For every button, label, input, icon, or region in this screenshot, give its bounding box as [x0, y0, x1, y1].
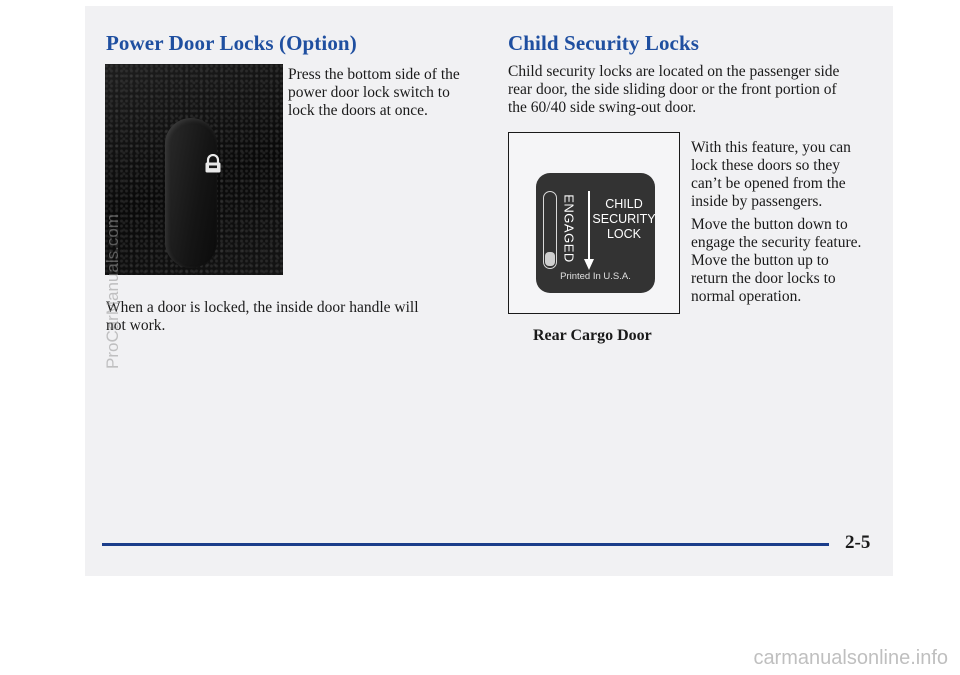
padlock-icon [204, 154, 222, 179]
text-line: Move the button down to [691, 216, 848, 233]
text-line: Move the button up to [691, 252, 829, 269]
child-lock-diagram [508, 132, 680, 314]
text-line: With this feature, you can [691, 139, 851, 156]
text-line: inside by passengers. [691, 193, 823, 210]
child-locks-intro [508, 63, 878, 117]
text-line: When a door is locked, the inside door handle will [106, 299, 419, 316]
text-line: lock the doors at once. [288, 102, 428, 119]
text-line: rear door, the side sliding door or the front portion of [508, 81, 837, 98]
power-door-locks-heading: Power Door Locks (Option) [106, 31, 357, 55]
text-line: can’t be opened from the [691, 175, 846, 192]
text-line: engage the security feature. [691, 234, 862, 251]
site-watermark: carmanualsonline.info [753, 647, 948, 669]
lock-label-plate: ENGAGED CHILD SECURITY LOCK Printed In U.S.A. [536, 173, 655, 293]
text-line: normal operation. [691, 288, 802, 305]
plate-label-line: SECURITY [592, 212, 656, 226]
lock-slider-knob [545, 252, 555, 266]
text-line: Press the bottom side of the [288, 66, 460, 83]
text-line: lock these doors so they [691, 157, 840, 174]
lock-switch [165, 118, 217, 268]
footer-rule [102, 543, 829, 546]
figure-caption: Rear Cargo Door [533, 327, 652, 344]
text-line: Child security locks are located on the passenger side [508, 63, 840, 80]
text-line: power door lock switch to [288, 84, 450, 101]
child-locks-feature-text [691, 139, 881, 211]
printed-in-usa-label: Printed In U.S.A. [560, 271, 631, 282]
page-number: 2-5 [845, 532, 871, 553]
locked-handle-note [106, 299, 486, 335]
text-line: the 60/40 side swing-out door. [508, 99, 697, 116]
down-arrow-head-icon [584, 259, 594, 270]
plate-label-line: CHILD [605, 197, 643, 211]
plate-label-line: LOCK [606, 227, 642, 241]
child-security-locks-heading: Child Security Locks [508, 31, 700, 55]
child-locks-operation-text [691, 216, 881, 306]
text-line: return the door locks to [691, 270, 836, 287]
power-locks-instructions [288, 66, 488, 120]
text-line: not work. [106, 317, 166, 334]
lock-slider-rail [543, 191, 557, 269]
door-lock-switch-photo [105, 64, 283, 275]
